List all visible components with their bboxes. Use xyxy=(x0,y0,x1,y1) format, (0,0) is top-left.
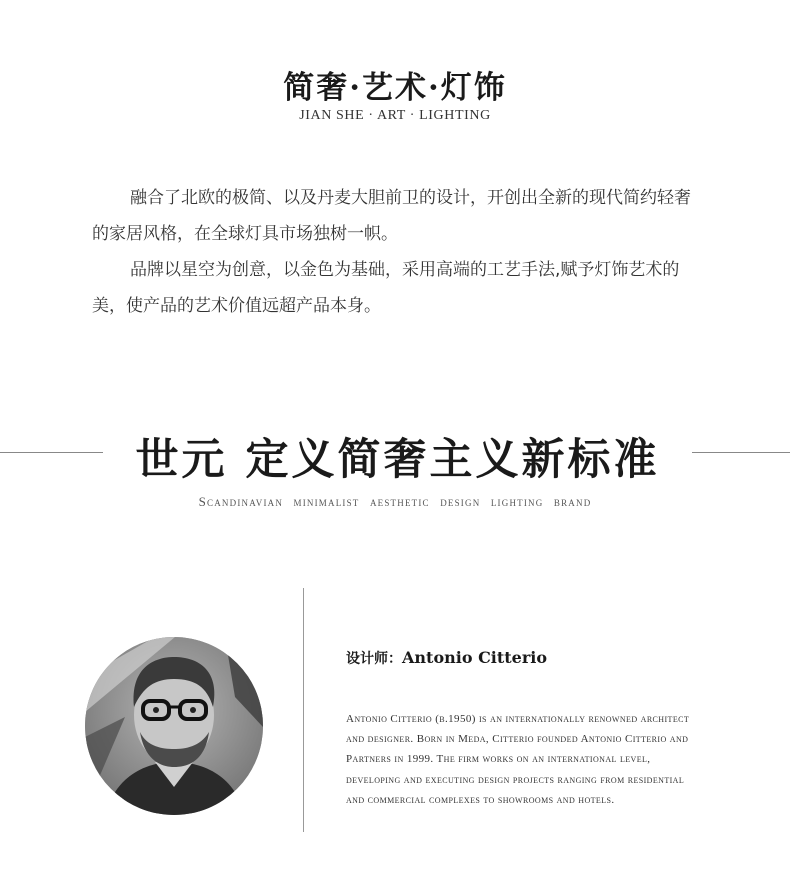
page-subtitle: JIAN SHE · ART · LIGHTING xyxy=(299,108,491,123)
bio-line: Partners in 1999. The firm works on an international level, xyxy=(346,753,651,766)
intro-paragraph-1: 融合了北欧的极简、以及丹麦大胆前卫的设计，开创出全新的现代简约轻奢的家居风格，在全球灯具市场独树一帜。 xyxy=(92,188,691,244)
intro-paragraph-2: 品牌以星空为创意，以金色为基础，采用高端的工艺手法,赋予灯饰艺术的美，使产品的艺术价值远超产品本身。 xyxy=(92,260,680,316)
designer-heading xyxy=(346,648,547,668)
designer-portrait xyxy=(85,637,263,815)
bio-line: developing and executing design projects ranging from residential xyxy=(346,773,685,786)
bio-line: and designer. Born in Meda, Citterio founded Antonio Citterio and xyxy=(346,733,689,746)
designer-bio xyxy=(346,709,718,810)
vertical-divider xyxy=(303,588,304,832)
page-title: 简奢·艺术·灯饰 xyxy=(283,70,507,106)
banner-subtitle: Scandinavian minimalist aesthetic design lighting brand xyxy=(198,494,592,509)
banner-title: 世元 定义简奢主义新标准 xyxy=(135,435,660,485)
divider-right xyxy=(692,452,790,453)
designer-label: 设计师： xyxy=(346,651,402,667)
bio-line: and commercial complexes to showrooms and hotels. xyxy=(346,793,615,806)
designer-name: Antonio Citterio xyxy=(402,648,548,667)
divider-left xyxy=(0,452,103,453)
intro-text xyxy=(92,180,707,324)
bio-line: Antonio Citterio (b.1950) is an internationally renowned architect xyxy=(346,713,690,725)
